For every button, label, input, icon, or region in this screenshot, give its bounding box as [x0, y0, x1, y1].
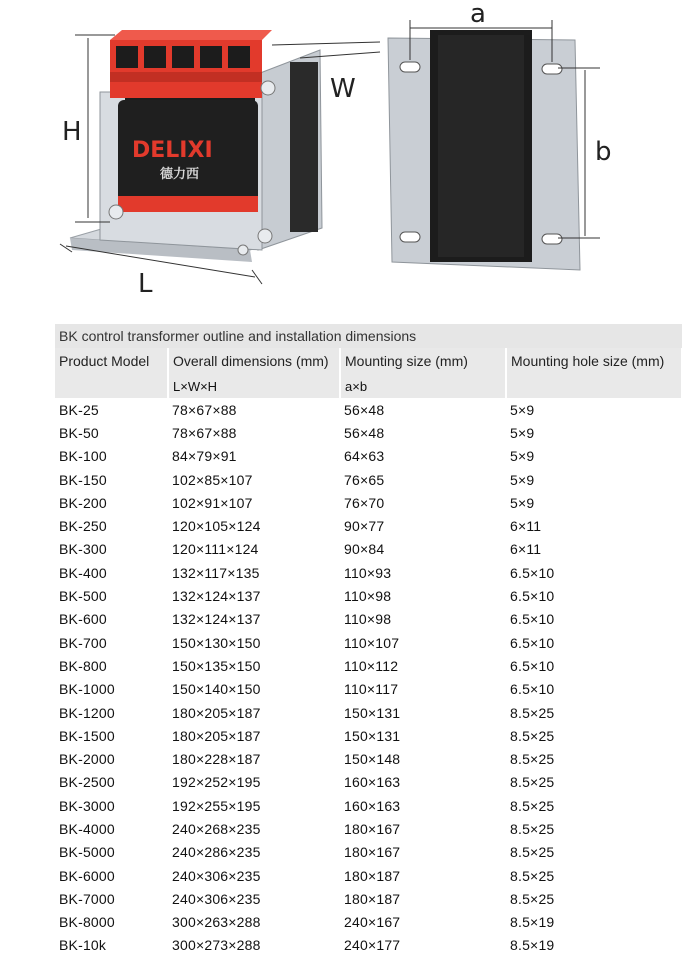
cell-overall-dimensions: 132×124×137 [172, 588, 261, 605]
table-row [55, 468, 682, 491]
label-w: W [330, 74, 356, 104]
cell-mounting-size: 110×98 [344, 611, 392, 628]
cell-mounting-size: 64×63 [344, 448, 385, 465]
cell-hole-size: 8.5×25 [510, 867, 555, 884]
table-row [55, 561, 682, 584]
cell-overall-dimensions: 240×268×235 [172, 820, 261, 837]
cell-overall-dimensions: 300×273×288 [172, 937, 261, 954]
spec-table [55, 324, 683, 957]
table-subheader-row [55, 374, 682, 398]
cell-hole-size: 6×11 [510, 541, 542, 558]
cell-hole-size: 6×11 [510, 518, 542, 535]
cell-model: BK-1500 [59, 727, 115, 744]
cell-overall-dimensions: 120×105×124 [172, 518, 261, 535]
table-row [55, 864, 682, 887]
cell-mounting-size: 76×65 [344, 471, 385, 488]
header-mounting-size: Mounting size (mm) [340, 348, 506, 374]
cell-hole-size: 8.5×19 [510, 914, 555, 931]
cell-overall-dimensions: 240×306×235 [172, 890, 261, 907]
cell-hole-size: 6.5×10 [510, 634, 555, 651]
cell-mounting-size: 90×84 [344, 541, 385, 558]
cell-hole-size: 5×9 [510, 448, 535, 465]
cell-model: BK-25 [59, 401, 99, 418]
cell-model: BK-7000 [59, 890, 115, 907]
cell-model: BK-1000 [59, 681, 115, 698]
header-product-model: Product Model [55, 348, 168, 374]
cell-model: BK-200 [59, 494, 107, 511]
cell-model: BK-6000 [59, 867, 115, 884]
table-row [55, 584, 682, 607]
table-row [55, 747, 682, 770]
cell-mounting-size: 76×70 [344, 494, 385, 511]
cell-model: BK-600 [59, 611, 107, 628]
table-row [55, 398, 682, 421]
cell-model: BK-400 [59, 564, 107, 581]
cell-mounting-size: 180×187 [344, 867, 401, 884]
cell-model: BK-3000 [59, 797, 115, 814]
cell-mounting-size: 56×48 [344, 424, 385, 441]
cell-overall-dimensions: 192×255×195 [172, 797, 261, 814]
cell-hole-size: 8.5×25 [510, 820, 555, 837]
cell-mounting-size: 110×93 [344, 564, 392, 581]
cell-hole-size: 8.5×25 [510, 704, 555, 721]
table-row [55, 491, 682, 514]
table-caption: BK control transformer outline and installation dimensions [55, 324, 682, 348]
table-row [55, 538, 682, 561]
cell-hole-size: 8.5×19 [510, 937, 555, 954]
cell-model: BK-4000 [59, 820, 115, 837]
cell-mounting-size: 110×112 [344, 657, 399, 674]
cell-mounting-size: 180×187 [344, 890, 401, 907]
cell-overall-dimensions: 78×67×88 [172, 424, 237, 441]
cell-hole-size: 6.5×10 [510, 564, 555, 581]
cell-model: BK-150 [59, 471, 107, 488]
transformer-front-view [70, 30, 322, 262]
cell-hole-size: 5×9 [510, 424, 535, 441]
cell-hole-size: 8.5×25 [510, 751, 555, 768]
cell-overall-dimensions: 84×79×91 [172, 448, 237, 465]
cell-model: BK-1200 [59, 704, 115, 721]
cell-mounting-size: 150×148 [344, 751, 401, 768]
cell-model: BK-10k [59, 937, 107, 954]
table-row [55, 771, 682, 794]
cell-model: BK-2500 [59, 774, 115, 791]
table-body [55, 398, 682, 957]
cell-mounting-size: 150×131 [344, 727, 401, 744]
cell-mounting-size: 150×131 [344, 704, 401, 721]
brand-logo-cn: 德力西 [160, 167, 200, 182]
table-row [55, 934, 682, 957]
cell-model: BK-100 [59, 448, 107, 465]
table-row [55, 608, 682, 631]
table-row [55, 445, 682, 468]
table-row [55, 631, 682, 654]
cell-hole-size: 6.5×10 [510, 588, 555, 605]
table-row [55, 678, 682, 701]
header-overall-dimensions: Overall dimensions (mm) [168, 348, 340, 374]
cell-mounting-size: 160×163 [344, 797, 401, 814]
cell-overall-dimensions: 120×111×124 [172, 541, 259, 558]
cell-model: BK-5000 [59, 844, 115, 861]
table-row [55, 841, 682, 864]
cell-model: BK-800 [59, 657, 107, 674]
cell-mounting-size: 240×177 [344, 937, 401, 954]
cell-overall-dimensions: 132×117×135 [172, 564, 260, 581]
cell-overall-dimensions: 300×263×288 [172, 914, 261, 931]
cell-hole-size: 8.5×25 [510, 844, 555, 861]
cell-model: BK-500 [59, 588, 107, 605]
brand-logo: DELIXI [132, 138, 213, 163]
table-row [55, 911, 682, 934]
table-row [55, 701, 682, 724]
subheader-axb: a×b [340, 374, 506, 398]
cell-overall-dimensions: 192×252×195 [172, 774, 261, 791]
table-row [55, 794, 682, 817]
header-mounting-hole-size: Mounting hole size (mm) [506, 348, 682, 374]
cell-mounting-size: 110×98 [344, 588, 392, 605]
table-row [55, 724, 682, 747]
cell-overall-dimensions: 150×130×150 [172, 634, 261, 651]
table-row [55, 514, 682, 537]
table-row [55, 887, 682, 910]
cell-overall-dimensions: 102×85×107 [172, 471, 253, 488]
cell-overall-dimensions: 180×228×187 [172, 751, 261, 768]
cell-hole-size: 8.5×25 [510, 727, 555, 744]
cell-overall-dimensions: 150×140×150 [172, 681, 261, 698]
cell-mounting-size: 110×107 [344, 634, 400, 651]
cell-mounting-size: 180×167 [344, 820, 401, 837]
cell-model: BK-700 [59, 634, 107, 651]
cell-overall-dimensions: 240×286×235 [172, 844, 261, 861]
cell-hole-size: 8.5×25 [510, 797, 555, 814]
cell-mounting-size: 160×163 [344, 774, 401, 791]
cell-mounting-size: 240×167 [344, 914, 401, 931]
cell-mounting-size: 180×167 [344, 844, 401, 861]
label-h: H [62, 117, 82, 147]
cell-hole-size: 8.5×25 [510, 890, 555, 907]
cell-hole-size: 8.5×25 [510, 774, 555, 791]
table-row [55, 654, 682, 677]
cell-overall-dimensions: 132×124×137 [172, 611, 261, 628]
cell-model: BK-8000 [59, 914, 115, 931]
table-header-row [55, 348, 682, 374]
label-l: L [138, 269, 153, 299]
label-a: a [470, 0, 486, 29]
subheader-lwh: L×W×H [168, 374, 340, 398]
table-caption-row [55, 324, 682, 348]
cell-hole-size: 6.5×10 [510, 681, 555, 698]
cell-mounting-size: 56×48 [344, 401, 385, 418]
table-row [55, 421, 682, 444]
cell-hole-size: 5×9 [510, 401, 535, 418]
cell-hole-size: 6.5×10 [510, 657, 555, 674]
cell-overall-dimensions: 102×91×107 [172, 494, 253, 511]
table-row [55, 817, 682, 840]
subheader-blank [55, 374, 168, 398]
cell-mounting-size: 90×77 [344, 518, 385, 535]
cell-overall-dimensions: 78×67×88 [172, 401, 237, 418]
cell-hole-size: 5×9 [510, 471, 535, 488]
cell-overall-dimensions: 240×306×235 [172, 867, 261, 884]
spec-table-container [55, 324, 682, 957]
cell-model: BK-2000 [59, 751, 115, 768]
subheader-blank-2 [506, 374, 682, 398]
transformer-top-view [388, 30, 580, 270]
transformer-figure [0, 0, 690, 315]
cell-mounting-size: 110×117 [344, 681, 399, 698]
cell-hole-size: 6.5×10 [510, 611, 555, 628]
cell-model: BK-300 [59, 541, 107, 558]
cell-overall-dimensions: 180×205×187 [172, 727, 261, 744]
cell-overall-dimensions: 150×135×150 [172, 657, 261, 674]
cell-model: BK-50 [59, 424, 99, 441]
label-b: b [595, 137, 612, 167]
cell-hole-size: 5×9 [510, 494, 535, 511]
cell-overall-dimensions: 180×205×187 [172, 704, 261, 721]
cell-model: BK-250 [59, 518, 107, 535]
